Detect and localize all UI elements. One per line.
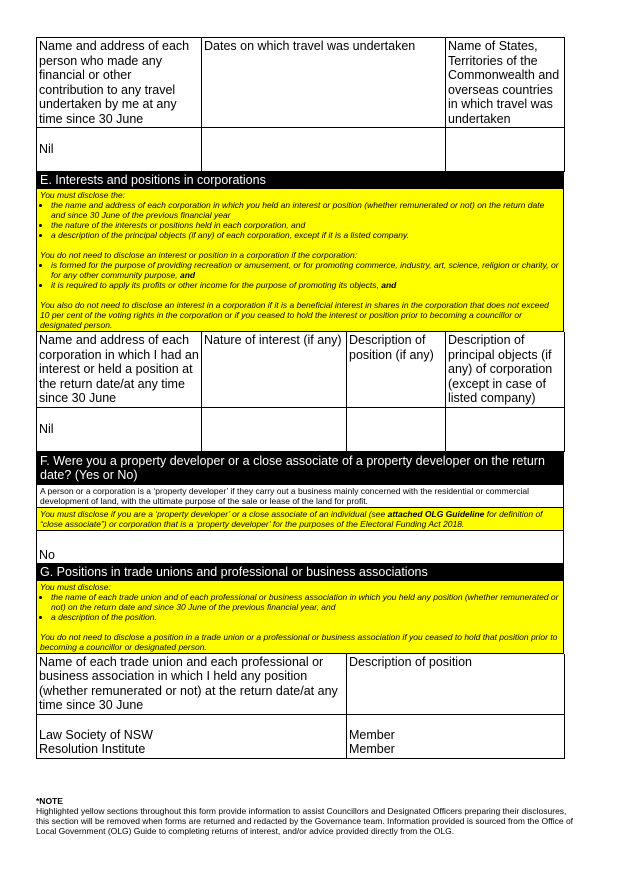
section-e-guidance — [36, 189, 564, 332]
assoc-names — [37, 714, 347, 758]
section-e-must-list — [40, 200, 560, 240]
travel-col-dates: Dates on which travel was undertaken — [202, 38, 446, 128]
travel-table — [36, 37, 565, 172]
travel-value-empty — [202, 128, 446, 172]
olg-guideline-ref: attached OLG Guideline — [387, 508, 485, 519]
corp-col-objects: Description of principal objects (if any) of corporation (except in case of listed company) — [446, 332, 565, 407]
footnote — [36, 796, 581, 836]
section-f-definition: A person or a corporation is a ‘property developer’ if they carry out a business mainly concerned with the residential or commercial development of land, with the ultimate purpose of the sale or lease of the land for profit. — [36, 485, 564, 508]
list-item: • is formed for the purpose of providing recreation or amusement, or for promoting commerce, industry, art, science, religion or charity, or for any other community purpose, and — [51, 260, 560, 280]
section-e-must-disclose: You must disclose the: — [40, 190, 126, 200]
corp-value-empty — [347, 407, 446, 451]
corp-col-name: Name and address of each corporation in which I had an interest or held a position at the return date/at any time since 30 June — [37, 332, 202, 407]
corp-value-empty — [202, 407, 347, 451]
note-heading: *NOTE — [36, 796, 63, 806]
assoc-positions — [347, 714, 565, 758]
corp-col-nature: Nature of interest (if any) — [202, 332, 347, 407]
associations-table — [36, 654, 565, 759]
corporations-table — [36, 332, 565, 452]
section-g-title: G. Positions in trade unions and professional or business associations — [36, 564, 564, 581]
assoc-col-position: Description of position — [347, 654, 565, 715]
section-f-title: F. Were you a property developer or a close associate of a property developer on the return date? (Yes or No) — [36, 452, 564, 485]
travel-col-contributor: Name and address of each person who made any financial or other contribution to any travel undertaken by me at any time since 30 June — [37, 38, 202, 128]
travel-value: Nil — [37, 128, 202, 172]
section-f-answer: No — [39, 547, 55, 562]
section-g-guidance — [36, 581, 564, 654]
list-item: • the name and address of each corporation in which you held an interest or position (whether remunerated or not) on the return date and since 30 June of the previous financial year — [51, 200, 560, 220]
section-g-not-disclose: You do not need to disclose a position in a trade union or a professional or business association if you ceased to hold that position prior to becoming a councillor or designated person. — [40, 631, 558, 652]
travel-value-empty — [446, 128, 565, 172]
section-g-must-list — [40, 592, 560, 622]
list-item: • a description of the position. — [51, 612, 560, 622]
section-e-not-list — [40, 260, 560, 290]
and-word: and — [381, 280, 397, 290]
list-item: • a description of the principal objects (if any) of each corporation, except if it is a listed company. — [51, 230, 560, 240]
section-f-answer-box — [36, 531, 564, 564]
section-f-guidance: You must disclose if you are a ‘property developer’ or a close associate of an individual (see attached OLG Guideline for definition of “close associate”) or corporation that is a ‘property developer’ for the purposes of the Electoral Funding Act 2018. — [36, 508, 564, 531]
corp-value-empty — [446, 407, 565, 451]
list-item: • the name of each trade union and of each professional or business association in which you held any position (whether remunerated or not) on the return date and since 30 June of the previous financial year, and — [51, 592, 560, 612]
corp-col-position: Description of position (if any) — [347, 332, 446, 407]
corp-value: Nil — [37, 407, 202, 451]
assoc-position: Member — [349, 727, 395, 742]
list-item: • it is required to apply its profits or other income for the purpose of promoting its objects, and — [51, 280, 560, 290]
form-page — [36, 37, 564, 759]
travel-col-places: Name of States, Territories of the Commonwealth and overseas countries in which travel was undertaken — [446, 38, 565, 128]
note-text: Highlighted yellow sections throughout this form provide information to assist Councillors and Designated Officers preparing their disclosures, this section will be removed when forms are returned and redacted by the Governance team. Information provided is sourced from the Office of Local Government (OLG) Guide to completing returns of interest, and/or advice provided directly from the OLG. — [36, 806, 574, 836]
and-word: and — [180, 270, 196, 280]
assoc-col-name: Name of each trade union and each professional or business association in which I held any position (whether remunerated or not) at the return date/at any time since 30 June — [37, 654, 347, 715]
section-e-not-disclose: You do not need to disclose an interest or position in a corporation if the corporation: — [40, 250, 358, 260]
section-e-also-not: You also do not need to disclose an interest in a corporation if it is a beneficial interest in shares in the corporation that does not exceed 10 per cent of the voting rights in the corporation or if you ceased to hold the interest or position prior to becoming a councillor or designated person. — [40, 300, 549, 330]
section-g-must-disclose: You must disclose: — [40, 581, 111, 592]
list-item: • the nature of the interests or positions held in each corporation, and — [51, 220, 560, 230]
assoc-name: Law Society of NSW — [39, 727, 153, 742]
assoc-position: Member — [349, 742, 395, 756]
assoc-name: Resolution Institute — [39, 742, 146, 756]
section-e-title: E. Interests and positions in corporations — [36, 172, 564, 189]
